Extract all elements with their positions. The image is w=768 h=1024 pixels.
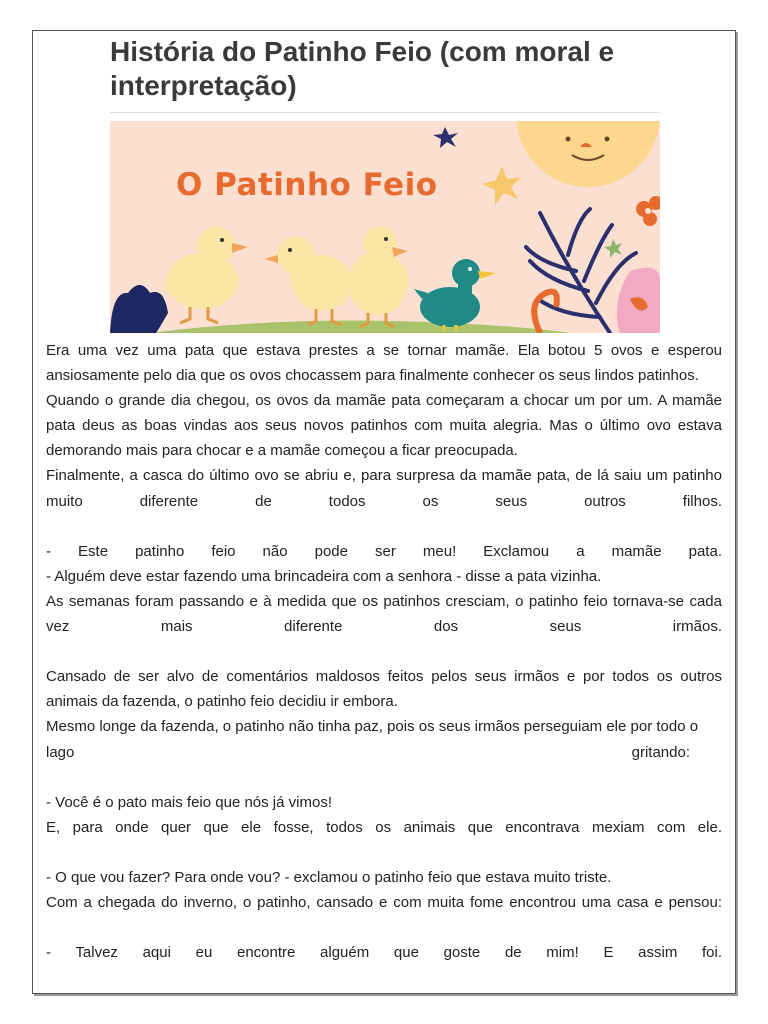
blank-line bbox=[46, 765, 722, 790]
paragraph: Cansado de ser alvo de comentários maldosos feitos pelos seus irmãos e por todos os outros animais da fazenda, o patinho feio decidiu ir embora. bbox=[46, 668, 722, 711]
page-title: História do Patinho Feio (com moral e interpretação) bbox=[110, 36, 615, 101]
paragraph: Quando o grande dia chegou, os ovos da mamãe pata começaram a chocar um por um. A mamãe pata deus as boas vindas aos seus novos patinhos com muita alegria. Mas o último ovo estava demorando mais para chocar e a mamãe começou a ficar preocupada. bbox=[46, 392, 722, 460]
paragraph: Era uma vez uma pata que estava prestes a se tornar mamãe. Ela botou 5 ovos e esperou ansiosamente pelo dia que os ovos chocassem para finalmente conhecer os seus lindos patinhos. bbox=[46, 342, 722, 385]
dialogue-line: - Alguém deve estar fazendo uma brincadeira com a senhora - disse a pata vizinha. bbox=[46, 567, 602, 585]
story-text bbox=[46, 338, 722, 965]
paragraph: Mesmo longe da fazenda, o patinho não tinha paz, pois os seus irmãos perseguiam ele por todo o bbox=[46, 718, 699, 736]
paragraph-continuation bbox=[46, 740, 722, 765]
paragraph: Finalmente, a casca do último ovo se abriu e, para surpresa da mamãe pata, de lá saiu um patinho muito diferente de todos os seus outros filhos. bbox=[46, 467, 722, 510]
document-page bbox=[32, 30, 736, 994]
dialogue-line: - O que vou fazer? Para onde vou? - exclamou o patinho feio que estava muito triste. bbox=[46, 868, 612, 886]
title-divider bbox=[110, 112, 660, 113]
paragraph: Com a chegada do inverno, o patinho, cansado e com muita fome encontrou uma casa e pensou: bbox=[46, 894, 722, 912]
blank-line bbox=[46, 915, 722, 940]
blank-line bbox=[46, 840, 722, 865]
word: gritando: bbox=[631, 743, 690, 761]
blank-line bbox=[46, 639, 722, 664]
banner-artwork bbox=[110, 121, 660, 333]
banner-title: O Patinho Feio bbox=[176, 167, 438, 203]
paragraph: As semanas foram passando e à medida que os patinhos cresciam, o patinho feio tornava-se cada vez mais diferente dos seus irmãos. bbox=[46, 592, 722, 636]
dialogue-line: - Talvez aqui eu encontre alguém que goste de mim! E assim foi. bbox=[46, 944, 722, 962]
word: lago bbox=[46, 743, 75, 761]
paragraph: E, para onde quer que ele fosse, todos os animais que encontrava mexiam com ele. bbox=[46, 818, 722, 836]
blank-line bbox=[46, 514, 722, 539]
story-banner-illustration bbox=[110, 121, 660, 333]
dialogue-line: - Este patinho feio não pode ser meu! Exclamou a mamãe pata. bbox=[46, 542, 722, 560]
dialogue-line: - Você é o pato mais feio que nós já vimos! bbox=[46, 793, 332, 811]
